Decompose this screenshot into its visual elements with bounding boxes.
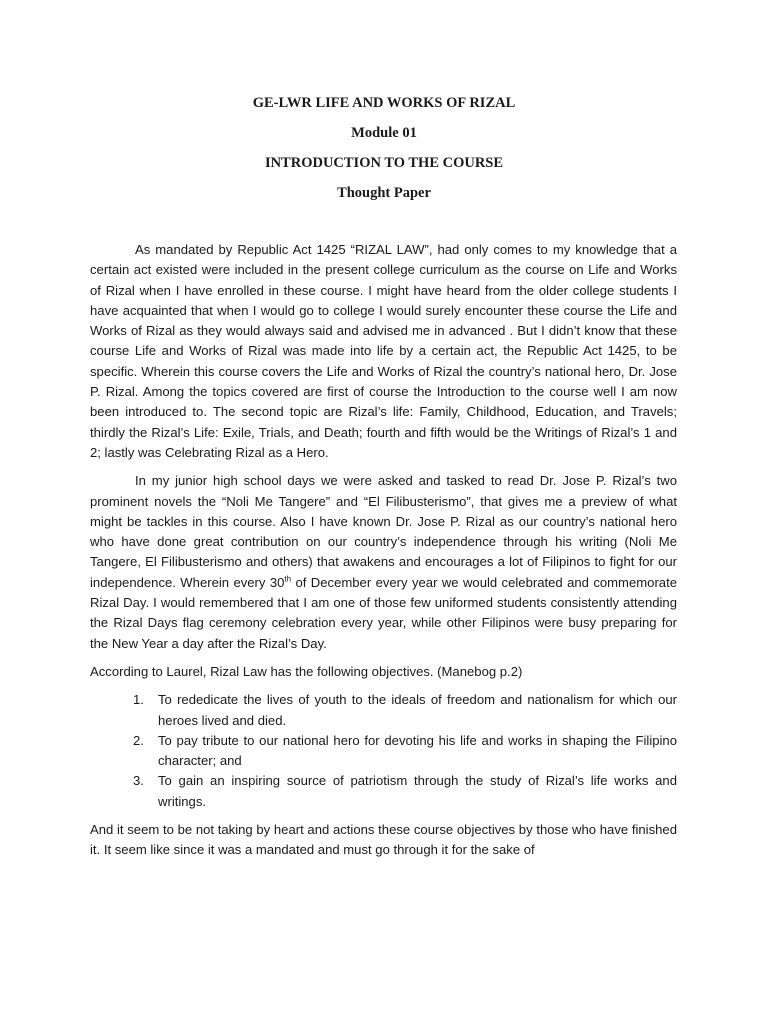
- list-item-number: 1.: [133, 692, 144, 708]
- paragraph-junior-high: [90, 471, 677, 654]
- paragraph-rizal-law: As mandated by Republic Act 1425 “RIZAL LAW”, had only comes to my knowledge that a certain act existed were included in the present college curriculum as the course on Life and Works of Rizal when I have enrolled in these course. I might have heard from the older college students I have acquainted that when I would go to college I would surely encounter these course the Life and Works of Rizal as they would always said and advised me in advanced . But I didn’t know that these course Life and Works of Rizal was made into life by a certain act, the Republic Act 1425, to be specific. Wherein this course covers the Life and Works of Rizal the country’s national hero, Dr. Jose P. Rizal. Among the topics covered are first of course the Introduction to the course well I am now been introduced to. The second topic are Rizal’s life: Family, Childhood, Education, and Travels; thirdly the Rizal’s Life: Exile, Trials, and Death; fourth and fifth would be the Writings of Rizal’s 1 and 2; lastly was Celebrating Rizal as a Hero.: [90, 242, 677, 460]
- paragraph-junior-high-text-b: of December every year we would celebrated and commemorate Rizal Day. I would remembered that I am one of those few uniformed students consistently attending the Rizal Days flag ceremony celebration every year, while other Filipinos were busy preparing for the New Year a day after the Rizal’s Day.: [90, 574, 678, 651]
- paragraph-closing: And it seem to be not taking by heart and actions these course objectives by those who have finished it. It seem like since it was a mandated and must go through it for the sake of: [90, 822, 677, 858]
- list-item-text: To gain an inspiring source of patriotism through the study of Rizal’s life works and writings.: [158, 773, 677, 809]
- list-item-text: To pay tribute to our national hero for devoting his life and works in shaping the Filipino character; and: [158, 732, 677, 769]
- paragraph-objectives-intro: According to Laurel, Rizal Law has the following objectives. (Manebog p.2): [90, 663, 523, 679]
- topic-title: INTRODUCTION TO THE COURSE: [264, 155, 504, 171]
- list-item: [90, 771, 677, 812]
- paragraph-junior-high-text-a: In my junior high school days we were asked and tasked to read Dr. Jose P. Rizal’s two prominent novels the “Noli Me Tangere” and “El Filibusterismo”, that gives me a preview of what might be tackles in this course. Also I have known Dr. Jose P. Rizal as our country’s national hero who have done great contribution on our country’s independence through his writing (Noli Me Tangere, El Filibusterismo and others) that awakens and encourages a lot of Filipinos to fight for our independence. Wherein every 30: [90, 473, 677, 590]
- document-header: [0, 92, 768, 212]
- list-item-text: To rededicate the lives of youth to the ideals of freedom and nationalism for which our heroes lived and died.: [158, 692, 677, 728]
- list-item: [90, 690, 677, 731]
- list-item-number: 2.: [133, 732, 144, 748]
- document-body: [90, 240, 677, 869]
- course-title: GE-LWR LIFE AND WORKS OF RIZAL: [252, 95, 516, 111]
- objectives-list: [90, 690, 677, 812]
- module-label: Module 01: [351, 125, 417, 141]
- paper-type: Thought Paper: [337, 185, 431, 201]
- list-item-number: 3.: [133, 773, 144, 789]
- ordinal-suffix: th: [284, 574, 292, 584]
- list-item: [90, 731, 677, 772]
